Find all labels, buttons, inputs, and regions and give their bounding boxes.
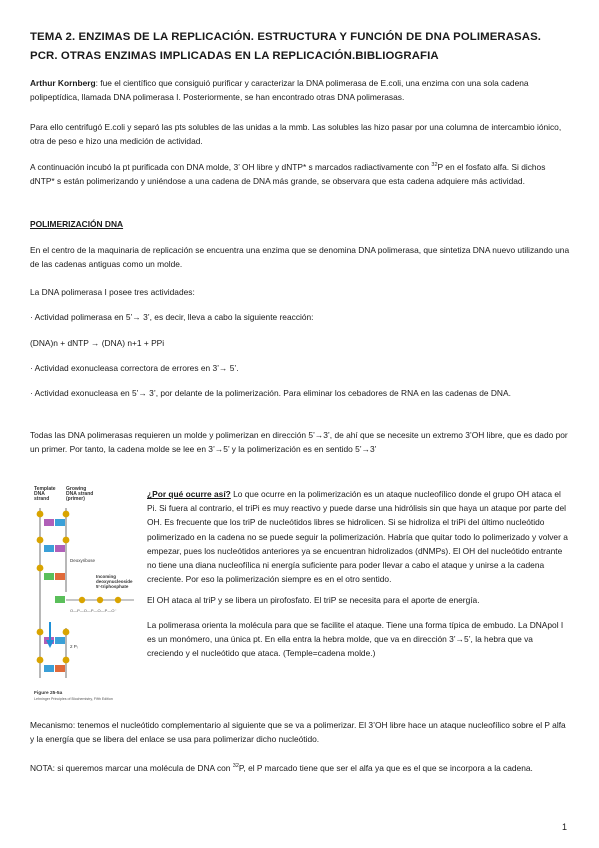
dna-polymerization-figure — [30, 482, 143, 710]
phosphate-marker — [37, 565, 44, 572]
base-marker — [55, 596, 65, 603]
incubation-paragraph — [30, 160, 570, 188]
mechanism-paragraph: Mecanismo: tenemos el nucleótido complementario al siguiente que se va a polimerizar. El 3’OH libre hace un ataque nucleofílico sobre el P alfa y la energía que se libera del enlace se usa para polimerizar dicho nucleótido. — [30, 720, 566, 745]
section-heading-polimerizacion: POLIMERIZACIÓN DNA — [30, 219, 124, 229]
phosphate-marker — [63, 657, 70, 664]
figure-label-incoming: Incoming deoxynucleoside 5'-triphosphate — [96, 574, 133, 589]
why-question: ¿Por qué ocurre así? — [147, 489, 231, 499]
growing-nucleotides — [55, 511, 69, 580]
base-marker — [55, 545, 65, 552]
note-text-a: NOTA: si queremos marcar una molécula de DNA con — [30, 763, 233, 773]
incubation-text-a: A continuación incubó la pt purificada con DNA molde, 3’ OH libre y dNTP* s marcados radiactivamente con — [30, 162, 432, 172]
activity-3: · Actividad exonucleasa en 5’→ 3’, por delante de la polimerización. Para eliminar los cebadores de RNA en las cadenas de DNA. — [30, 388, 511, 398]
note-text-b: P, el P marcado tiene que ser el alfa ya que es el que se incorpora a la cadena. — [238, 763, 533, 773]
phosphate-marker — [63, 537, 70, 544]
author-name: Arthur Kornberg — [30, 78, 96, 88]
note-isotope-superscript: 32 — [232, 763, 239, 770]
phosphate-marker — [37, 657, 44, 664]
phosphate-marker — [63, 511, 70, 518]
figure-label-pyrophosphate: 2 Pᵢ — [70, 644, 78, 649]
figure-label-growing: Growing DNA strand (primer) — [66, 486, 94, 502]
oh-attack-paragraph: El OH ataca al triP y se libera un pirofosfato. El triP se necesita para el aporte de energía. — [147, 595, 480, 605]
base-marker — [55, 665, 65, 672]
phosphate-marker — [37, 629, 44, 636]
centrifuge-paragraph: Para ello centrifugó E.coli y separó las pts solubles de las unidas a la mmb. Las solubles las hizo pasar por una columna de intercambio iónico, otra de peso e hizo una medición de actividad. — [30, 122, 562, 147]
figure-label-deoxyribose: Deoxyribose — [70, 558, 96, 563]
incubation-text-b: P en el fosfato alfa. Si dichos dNTP* s están polimerizando y uniéndose a una cadena de DNA más grande, se observara que esta cadena adquiere más actividad. — [30, 162, 546, 187]
base-marker — [44, 519, 54, 526]
base-marker — [55, 573, 65, 580]
activity-2: · Actividad exonucleasa correctora de errores en 3’→ 5’. — [30, 363, 239, 373]
activity-1: · Actividad polimerasa en 5’→ 3’, es decir, lleva a cabo la siguiente reacción: — [30, 312, 314, 322]
note-paragraph — [30, 761, 570, 775]
figure-label-template: Template DNA strand — [34, 486, 56, 502]
base-marker — [44, 545, 54, 552]
intro-paragraph — [30, 76, 570, 104]
page-number: 1 — [562, 822, 568, 832]
base-marker — [55, 519, 65, 526]
direction-paragraph: Todas las DNA polimerasas requieren un molde y polimerizan en dirección 5’→3’, de ahí que se necesite un extremo 3’OH libre, que es dado por un primer. Por tanto, la cadena molde se lee en 3’→5’ y la polimerización es en sentido 5’→3’ — [30, 430, 568, 455]
template-nucleotides — [37, 511, 54, 672]
figure-caption: Figure 25-5a — [34, 691, 63, 696]
activities-intro: La DNA polimerasa I posee tres actividades: — [30, 287, 195, 297]
phosphate-marker — [37, 537, 44, 544]
isotope-superscript: 32 — [431, 162, 438, 169]
phosphate-marker — [37, 511, 44, 518]
phosphate-beta — [97, 597, 103, 603]
center-paragraph: En el centro de la maquinaria de replicación se encuentra una enzima que se denomina DNA polimerasa, que sintetiza DNA nuevo utilizando una de las cadenas antiguas como un molde. — [30, 245, 570, 270]
base-marker — [55, 637, 65, 644]
base-marker — [44, 573, 54, 580]
why-text: Lo que ocurre en la polimerización es un ataque nucleofílico donde el grupo OH ataca el Pi. Si fuera al contrario, el triPi es muy reactivo y puede darse una hidrólisis sin que haya un ataque por parte del OH. Es frecuente que los triP de nucleótidos libres se hidrolicen. Si se hidroliza el triPi del último nucleótido polimerizado en la cadena no se puede seguir la polimerización. Habría que quitar todo lo polimerizado y volver a empezar, pues los nucleótidos anteriores ya se encuentran hidrolizados (dNMPs). El OH del nucleótido entrante no tiene una diana nucleofílica ni energía suficiente para poder llevar a cabo el ataque y unirse a la cadena creciente. Por eso la polimerización siempre es en el otro sentido. — [147, 489, 568, 585]
phosphate-marker — [63, 629, 70, 636]
why-paragraph — [147, 487, 570, 586]
figure-formula: O—P—O—P—O—P—O⁻ — [70, 608, 117, 613]
reaction-equation: (DNA)n + dNTP → (DNA) n+1 + PPi — [30, 338, 165, 348]
phosphate-gamma — [115, 597, 121, 603]
phosphate-alpha — [79, 597, 85, 603]
intro-text: : fue el científico que consiguió purificar y caracterizar la DNA polimerasa de E.coli, una enzima con una sola cadena polipeptídica, llamada DNA polimerasa I. Posteriormente, se han encontrado otras DNA polimerasas. — [30, 78, 529, 103]
base-marker — [44, 665, 54, 672]
incoming-nucleotide — [55, 574, 134, 613]
figure-caption-sub: Lehninger Principles of Biochemistry, Fifth Edition — [34, 697, 113, 701]
page-title: TEMA 2. ENZIMAS DE LA REPLICACIÓN. ESTRUCTURA Y FUNCIÓN DE DNA POLIMERASAS. PCR. OTRAS ENZIMAS IMPLICADAS EN LA REPLICACIÓN.BIBLIOGRAFIA — [30, 31, 542, 62]
orientation-paragraph: La polimerasa orienta la molécula para que se facilite el ataque. Tiene una forma típica de embudo. La DNApol I es un monómero, una única pt. En ella entra la hebra molde, que va en dirección 3’→5’, la hebra que va creciendo y el nucleótido que ataca. (Temple=cadena molde.) — [147, 620, 564, 659]
